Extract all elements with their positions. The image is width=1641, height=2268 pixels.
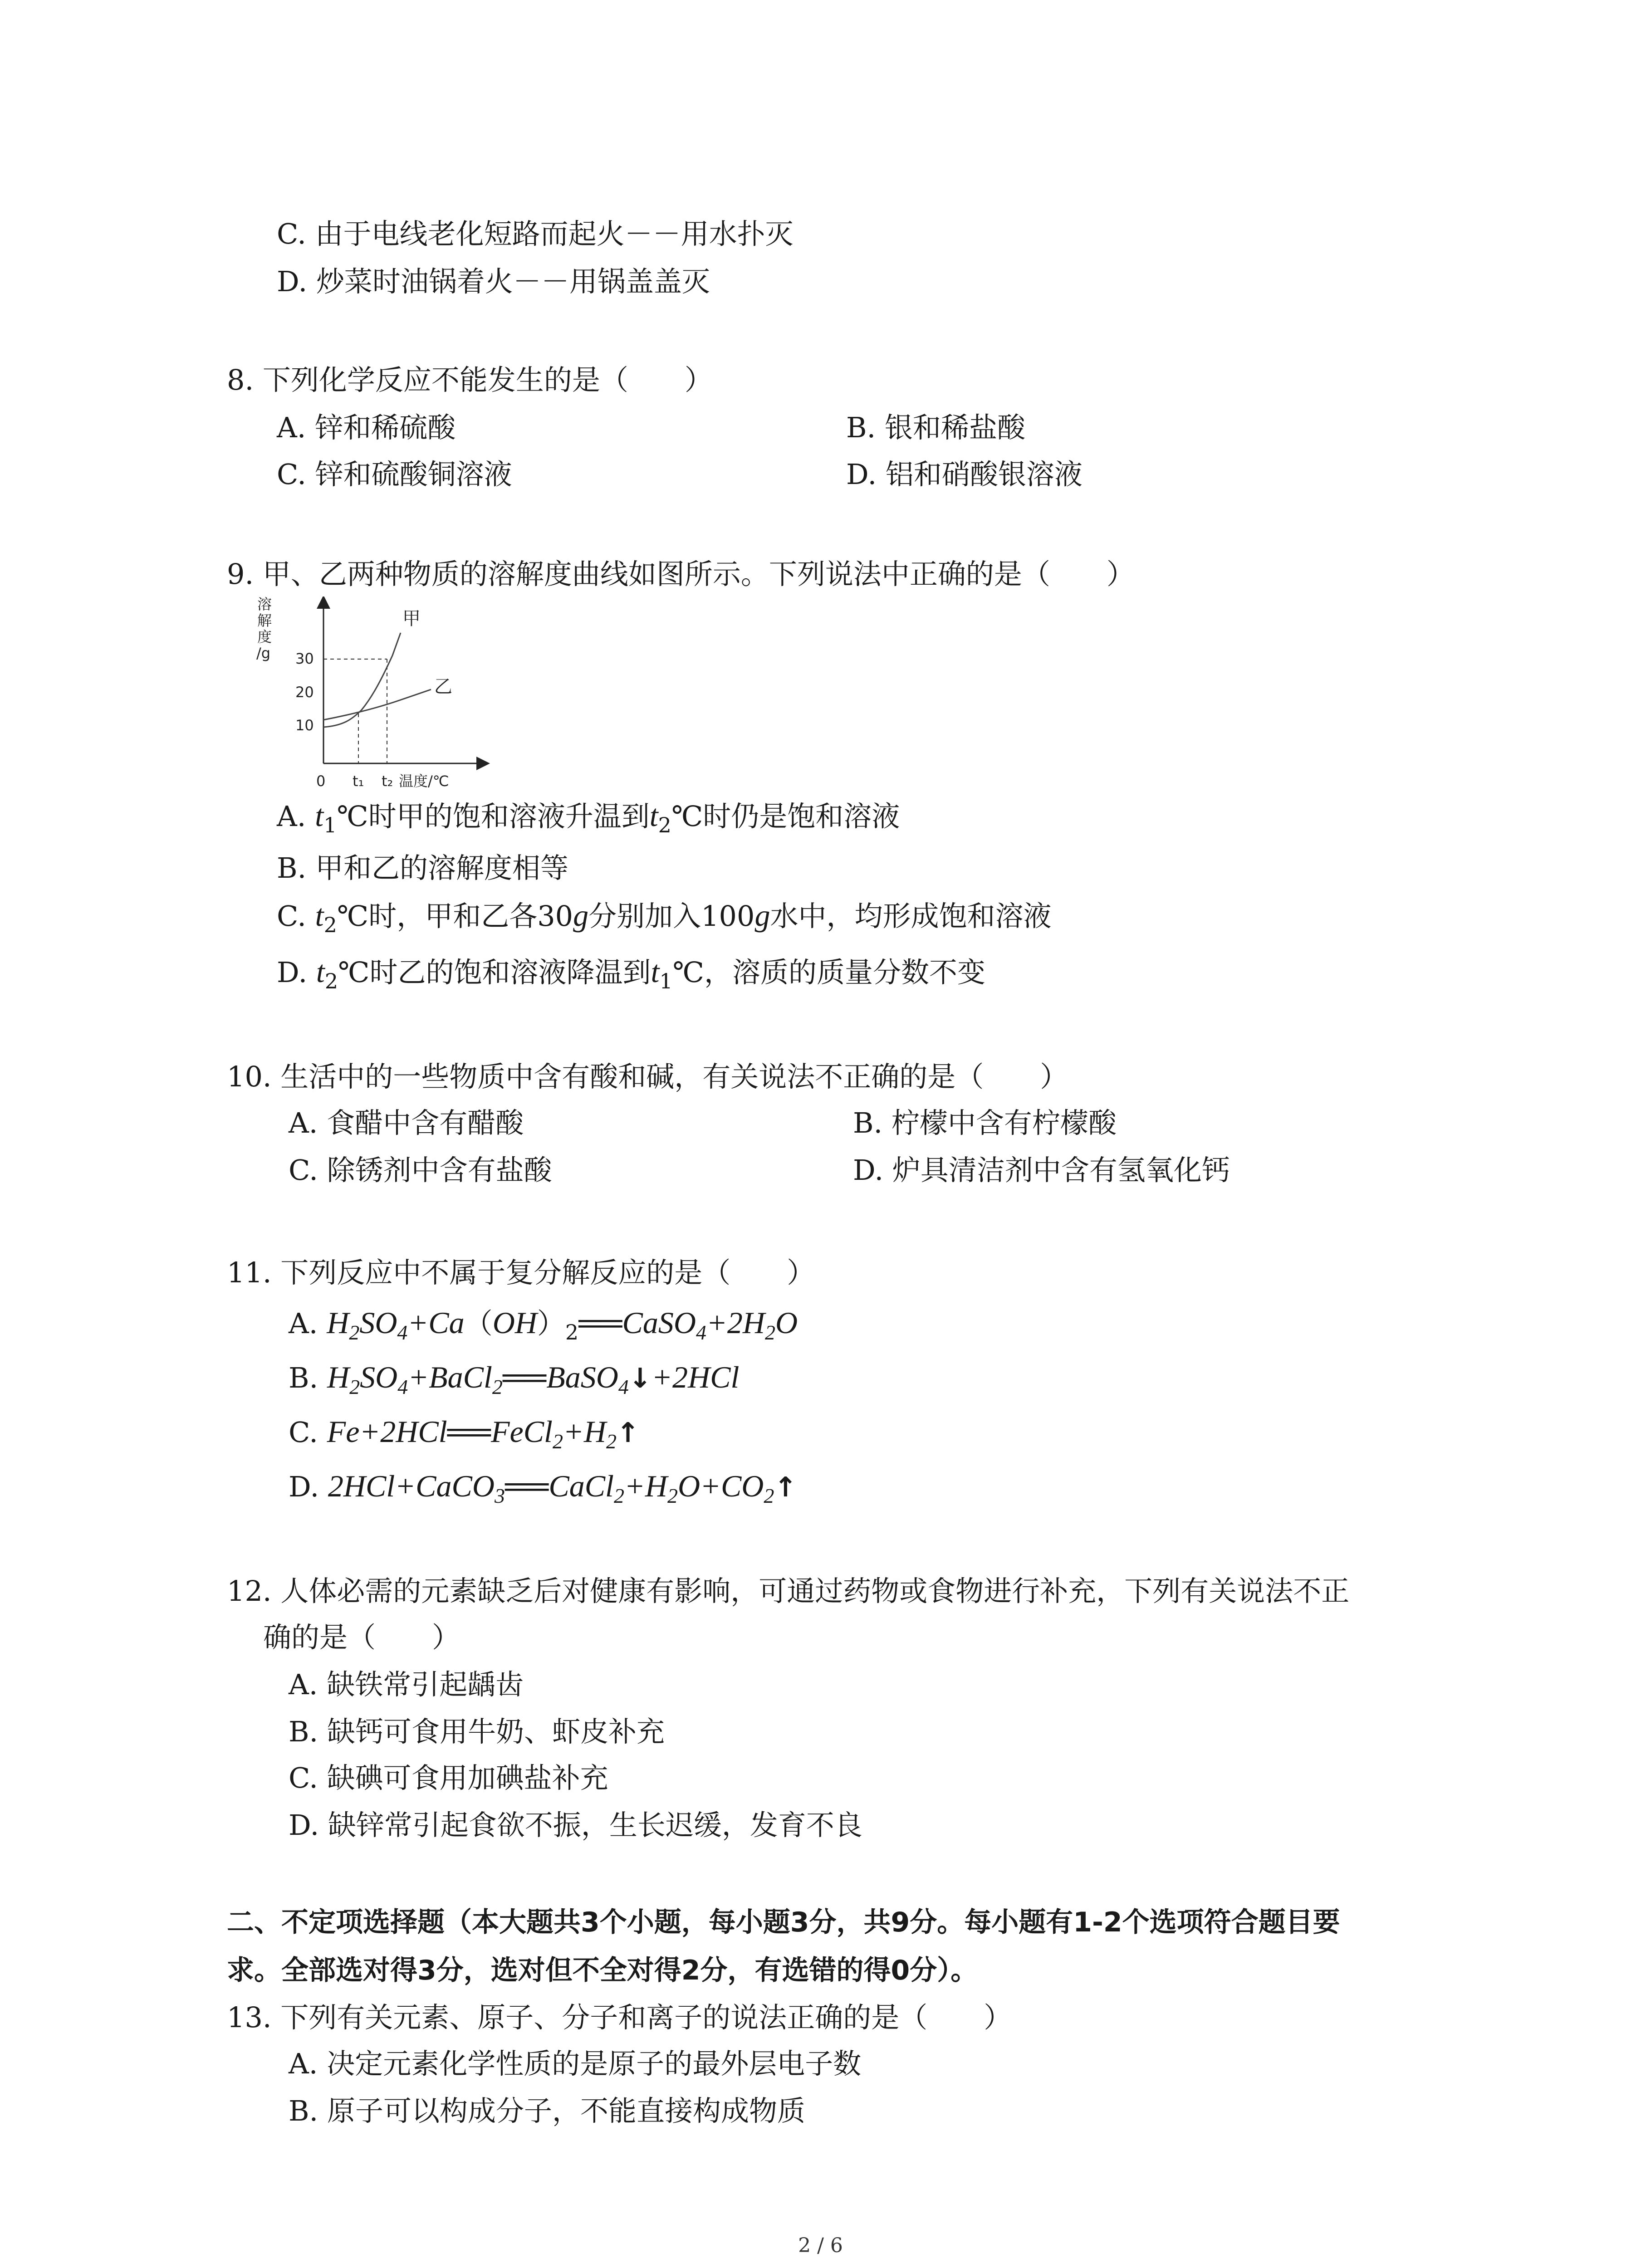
q11-option-b: B. $H_2SO_4+BaCl_2══BaSO_4↓+2HCl$ bbox=[289, 1360, 740, 1398]
q10-option-b: B. 柠檬中含有柠檬酸 bbox=[853, 1106, 1117, 1139]
y-axis-label-1: 溶 bbox=[257, 596, 272, 613]
q12-option-c: C. 缺碘可食用加碘盐补充 bbox=[289, 1761, 608, 1794]
x-axis-label: 温度/℃ bbox=[399, 772, 449, 790]
q8-option-a: A. 锌和稀硫酸 bbox=[277, 411, 456, 444]
q10-option-d: D. 炉具清洁剂中含有氢氧化钙 bbox=[853, 1154, 1230, 1187]
q12-option-d: D. 缺锌常引起食欲不振，生长迟缓，发育不良 bbox=[289, 1809, 862, 1842]
section2-heading-line1: 二、不定项选择题（本大题共3个小题，每小题3分，共9分。每小题有1-2个选项符合题目要 bbox=[227, 1906, 1340, 1938]
q10-option-c: C. 除锈剂中含有盐酸 bbox=[289, 1154, 552, 1187]
q11-stem: 11. 下列反应中不属于复分解反应的是（ ） bbox=[227, 1256, 815, 1289]
y-axis-label-2: 解 bbox=[257, 612, 272, 629]
q9-option-a: A. $t_1℃$时甲的饱和溶液升温到$t_2℃$时仍是饱和溶液 bbox=[277, 798, 900, 837]
y-tick-30: 30 bbox=[295, 650, 314, 667]
q8-option-b: B. 银和稀盐酸 bbox=[846, 411, 1025, 444]
curve-yi bbox=[323, 689, 431, 720]
q9-stem: 9. 甲、乙两种物质的溶解度曲线如图所示。下列说法中正确的是（ ） bbox=[227, 557, 1135, 591]
q8-stem: 8. 下列化学反应不能发生的是（ ） bbox=[227, 363, 713, 396]
q8-option-c: C. 锌和硫酸铜溶液 bbox=[277, 458, 512, 491]
x-tick-t1: t₁ bbox=[353, 772, 364, 790]
x-tick-origin: 0 bbox=[316, 772, 326, 790]
q9-option-c: C. $t_2℃$时，甲和乙各30g分别加入100g水中，均形成饱和溶液 bbox=[277, 898, 1052, 937]
q9-option-b: B. 甲和乙的溶解度相等 bbox=[277, 851, 568, 885]
q9-option-d: D. $t_2℃$时乙的饱和溶液降温到$t_1℃$，溶质的质量分数不变 bbox=[277, 954, 986, 993]
q12-stem-line1: 12. 人体必需的元素缺乏后对健康有影响，可通过药物或食物进行补充，下列有关说法不正 bbox=[227, 1574, 1350, 1608]
q11-option-c: C. $Fe+2HCl══FeCl_2+H_2↑$ bbox=[289, 1414, 640, 1453]
q12-stem-line2: 确的是（ ） bbox=[263, 1621, 460, 1654]
curve-label-jia: 甲 bbox=[402, 608, 421, 629]
q13-stem: 13. 下列有关元素、原子、分子和离子的说法正确的是（ ） bbox=[227, 2001, 1012, 2034]
y-axis-label-4: /g bbox=[256, 645, 271, 662]
q11-option-a: A. $H_2SO_4+Ca(OH)_2══CaSO_4+2H_2O$ bbox=[289, 1305, 798, 1344]
section2-heading-line2: 求。全部选对得3分，选对但不全对得2分，有选错的得0分）。 bbox=[227, 1955, 978, 1986]
x-tick-t2: t₂ bbox=[382, 772, 393, 790]
page-number: 2 / 6 bbox=[798, 2234, 843, 2257]
q12-option-b: B. 缺钙可食用牛奶、虾皮补充 bbox=[289, 1715, 665, 1748]
curve-label-yi: 乙 bbox=[434, 676, 452, 697]
q7-option-d: D. 炒菜时油锅着火－－用锅盖盖灭 bbox=[277, 265, 710, 298]
q10-option-a: A. 食醋中含有醋酸 bbox=[289, 1106, 524, 1139]
q13-option-b: B. 原子可以构成分子，不能直接构成物质 bbox=[289, 2094, 805, 2127]
y-tick-10: 10 bbox=[295, 717, 314, 734]
solubility-curve-graph bbox=[256, 596, 492, 792]
y-tick-20: 20 bbox=[295, 684, 314, 701]
q10-stem: 10. 生活中的一些物质中含有酸和碱，有关说法不正确的是（ ） bbox=[227, 1060, 1068, 1093]
q8-option-d: D. 铝和硝酸银溶液 bbox=[846, 458, 1083, 491]
q11-option-d: D. $2HCl+CaCO_3══CaCl_2+H_2O+CO_2↑$ bbox=[289, 1469, 797, 1507]
curve-jia bbox=[323, 633, 401, 727]
q13-option-a: A. 决定元素化学性质的是原子的最外层电子数 bbox=[289, 2047, 862, 2080]
y-axis-label-3: 度 bbox=[257, 628, 272, 645]
q7-option-c: C. 由于电线老化短路而起火－－用水扑灭 bbox=[277, 217, 794, 250]
q12-option-a: A. 缺铁常引起龋齿 bbox=[289, 1668, 524, 1701]
